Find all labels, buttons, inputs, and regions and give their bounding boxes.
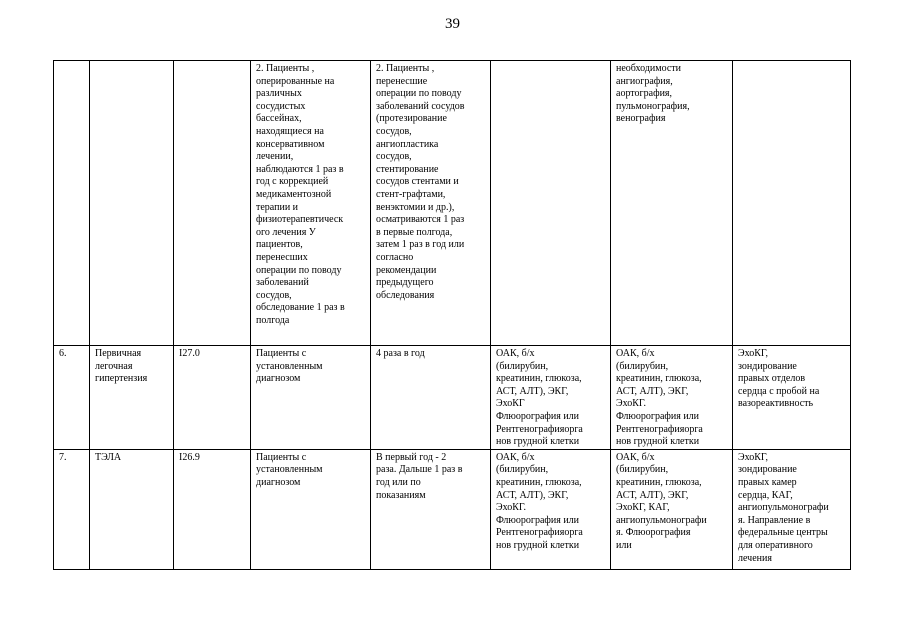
row-number-cell [54,61,90,346]
patient-group-cell: Пациенты с установленным диагнозом [251,346,371,450]
disease-name-cell: ТЭЛА [90,449,174,569]
table-row [54,346,851,450]
disease-name-cell [90,61,174,346]
exam-clinic-cell: ОАК, б/х (билирубин, креатинин, глюкоза, АСТ, АЛТ), ЭКГ, ЭхоКГ, КАГ, ангиопульмонографи я. Флюорография или [611,449,733,569]
frequency-cell: В первый год - 2 раза. Дальше 1 раз в год или по показаниям [371,449,491,569]
exam-clinic-cell: необходимости ангиография, аортография, пульмонография, венография [611,61,733,346]
page-number: 39 [445,16,460,32]
table-row [54,61,851,346]
icd-code-cell: I27.0 [174,346,251,450]
frequency-cell: 2. Пациенты , перенесшие операции по поводу заболеваний сосудов (протезирование сосудов, ангиопластика сосудов, стентирование сосудов стентами и стент-графтами, венэктомии и др.), осматриваются 1 раз в первые полгода, затем 1 раз в год или согласно рекомендации предыдущего обследования [371,61,491,346]
icd-code-cell [174,61,251,346]
exam-primary-cell: ОАК, б/х (билирубин, креатинин, глюкоза, АСТ, АЛТ), ЭКГ, ЭхоКГ Флюорография или Рентгенографияорга нов грудной клетки [491,346,611,450]
disease-name-cell: Первичная легочная гипертензия [90,346,174,450]
icd-code-cell: I26.9 [174,449,251,569]
exam-center-cell [733,61,851,346]
table-row [54,449,851,569]
frequency-cell: 4 раза в год [371,346,491,450]
clinical-observation-table [53,60,851,570]
exam-center-cell: ЭхоКГ, зондирование правых камер сердца, КАГ, ангиопульмонографи я. Направление в федеральные центры для оперативного лечения [733,449,851,569]
row-number-cell: 7. [54,449,90,569]
patient-group-cell: 2. Пациенты , оперированные на различных сосудистых бассейнах, находящиеся на консервативном лечении, наблюдаются 1 раз в год с коррекцией медикаментозной терапии и физиотерапевтическ ого лечения У пациентов, перенесших операции по поводу заболеваний сосудов, обследование 1 раз в полгода [251,61,371,346]
patient-group-cell: Пациенты с установленным диагнозом [251,449,371,569]
exam-primary-cell [491,61,611,346]
row-number-cell: 6. [54,346,90,450]
exam-primary-cell: ОАК, б/х (билирубин, креатинин, глюкоза, АСТ, АЛТ), ЭКГ, ЭхоКГ. Флюорография или Рентгенографияорга нов грудной клетки [491,449,611,569]
exam-clinic-cell: ОАК, б/х (билирубин, креатинин, глюкоза, АСТ, АЛТ), ЭКГ, ЭхоКГ. Флюорография или Рентгенографияорга нов грудной клетки [611,346,733,450]
exam-center-cell: ЭхоКГ, зондирование правых отделов сердца с пробой на вазореактивность [733,346,851,450]
